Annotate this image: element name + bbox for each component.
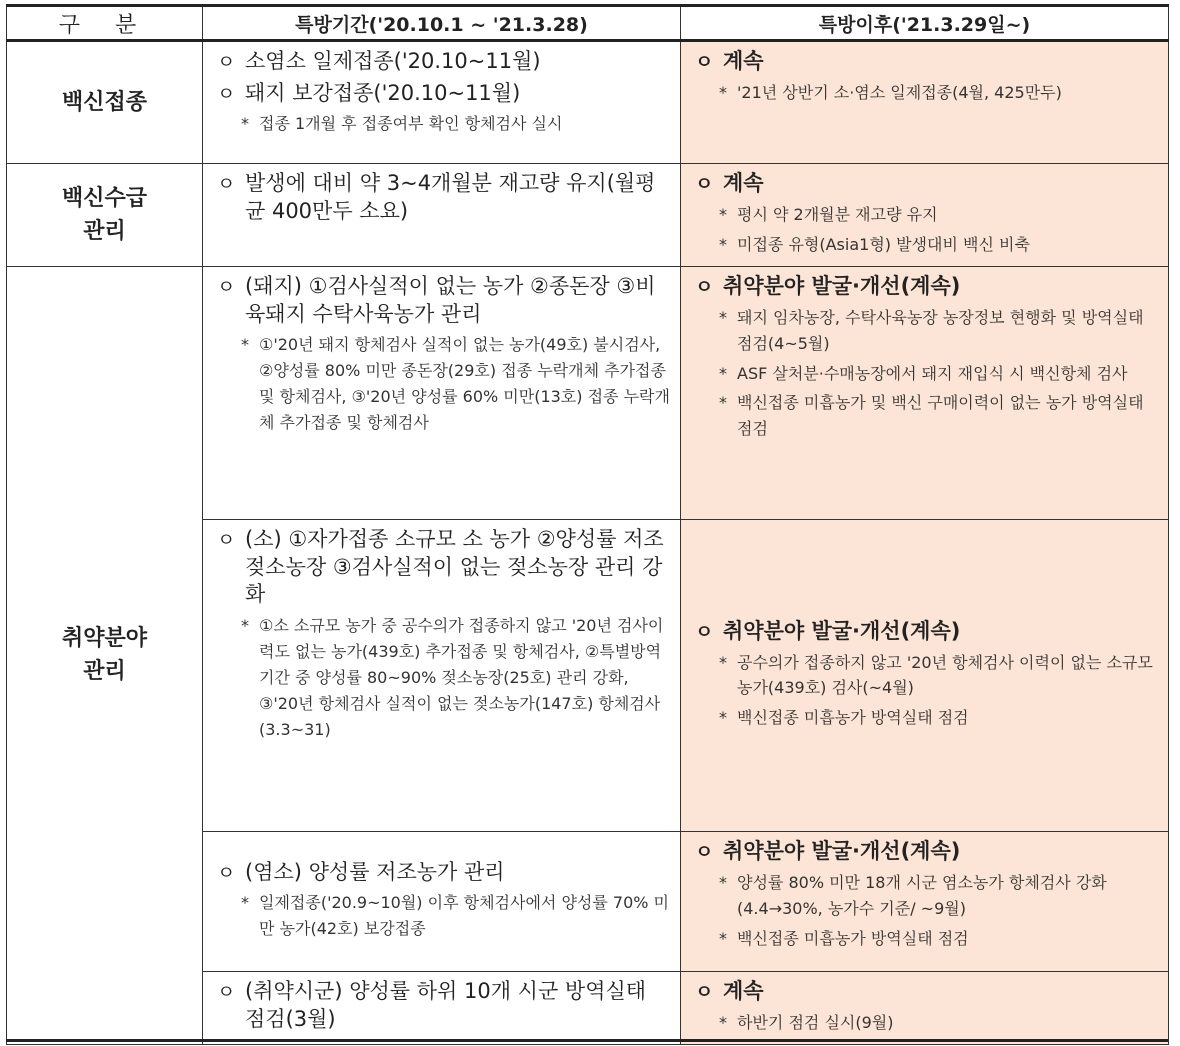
note-marker: *: [719, 393, 727, 413]
during-cell: [203, 164, 681, 267]
bullet-text: 취약분야 발굴·개선(계속): [723, 839, 961, 863]
note-text: 백신접종 미흡농가 방역실태 점검: [737, 708, 969, 728]
category-label: 관리: [83, 218, 126, 244]
bullet-text: 취약분야 발굴·개선(계속): [723, 274, 961, 298]
bullet-item: [217, 273, 670, 328]
bullet-text: 취약분야 발굴·개선(계속): [723, 618, 961, 643]
note-item: [217, 613, 670, 743]
bullet-text: 계속: [723, 49, 764, 73]
note-marker: *: [719, 307, 727, 327]
after-cell: [681, 972, 1169, 1045]
bullet-item: [695, 273, 1154, 301]
note-text: ①소 소규모 농가 중 공수의가 접종하지 않고 '20년 검사이력도 없는 농가(439호) 추가접종 및 항체검사, ②특별방역기간 중 양성률 80~90% 젖소농장(25호) 관리 강화, ③'20년 항체검사 실적이 없는 젖소농가(147호) 항체검사(3.3~31): [259, 616, 664, 739]
category-cell: [7, 267, 203, 1045]
bullet-item: [695, 978, 1154, 1006]
note-item: [695, 870, 1154, 922]
bullet-marker: ㅇ: [695, 276, 714, 298]
bullet-text: (소) ①자가접종 소규모 소 농가 ②양성률 저조 젖소농장 ③검사실적이 없는 젖소농장 관리 강화: [245, 527, 664, 607]
bullet-text: (염소) 양성률 저조농가 관리: [245, 859, 505, 884]
note-item: [695, 202, 1154, 228]
bullet-text: 계속: [723, 979, 764, 1003]
bullet-item: [217, 526, 670, 609]
bullet-marker: ㅇ: [217, 276, 236, 298]
note-text: 백신접종 미흡농가 및 백신 구매이력이 없는 농가 방역실태 점검: [737, 393, 1144, 439]
bullet-marker: ㅇ: [217, 82, 236, 105]
bullet-item: [217, 859, 670, 887]
bullet-marker: ㅇ: [695, 841, 714, 863]
table-row: [7, 41, 1169, 164]
after-cell: [681, 164, 1169, 267]
note-marker: *: [719, 234, 727, 254]
note-text: '21년 상반기 소·염소 일제접종(4월, 425만두): [737, 82, 1062, 102]
bullet-text: (돼지) ①검사실적이 없는 농가 ②종돈장 ③비육돼지 수탁사육농가 관리: [245, 274, 656, 326]
note-text: ASF 살처분·수매농장에서 돼지 재입식 시 백신항체 검사: [737, 363, 1128, 383]
note-item: [695, 926, 1154, 952]
bullet-text: 소염소 일제접종('20.10~11월): [245, 49, 541, 73]
bullet-text: (취약시군) 양성률 하위 10개 시군 방역실태 점검(3월): [245, 979, 647, 1031]
during-cell: [203, 520, 681, 832]
bullet-marker: ㅇ: [217, 861, 236, 884]
note-text: ①'20년 돼지 항체검사 실적이 없는 농가(49호) 불시검사, ②양성률 80% 미만 종돈장(29호) 접종 누락개체 추가접종 및 항체검사, ③'20년 양성률 60% 미만(13호) 접종 누락개체 추가접종 및 항체검사: [259, 335, 670, 433]
note-item: [217, 890, 670, 942]
bullet-marker: ㅇ: [217, 529, 236, 551]
table-row: [7, 267, 1169, 520]
note-marker: *: [241, 893, 249, 913]
bullet-marker: ㅇ: [695, 620, 714, 643]
note-item: [695, 390, 1154, 442]
note-text: 평시 약 2개월분 재고량 유지: [737, 204, 938, 224]
note-text: 돼지 임차농장, 수탁사육농장 농장정보 현행화 및 방역실태 점검(4~5월): [737, 307, 1144, 353]
note-item: [695, 361, 1154, 387]
bullet-marker: ㅇ: [695, 51, 714, 73]
bullet-text: 돼지 보강접종('20.10~11월): [245, 80, 521, 105]
note-text: 하반기 점검 실시(9월): [737, 1012, 894, 1032]
note-marker: *: [719, 82, 727, 102]
bullet-item: [695, 48, 1154, 76]
bullet-item: [217, 170, 670, 225]
note-marker: *: [719, 652, 727, 672]
table-row: [7, 164, 1169, 267]
during-cell: [203, 41, 681, 164]
note-text: 일제접종('20.9~10월) 이후 항체검사에서 양성률 70% 미만 농가(42호) 보강접종: [259, 893, 670, 939]
table-bottom-rule: [6, 1039, 1168, 1042]
category-label: 취약분야: [61, 625, 147, 652]
note-marker: *: [719, 708, 727, 728]
note-marker: *: [719, 363, 727, 383]
note-text: 접종 1개월 후 접종여부 확인 항체검사 실시: [259, 114, 563, 134]
header-category: 구 분: [7, 6, 203, 41]
after-cell: [681, 832, 1169, 972]
bullet-marker: ㅇ: [695, 173, 714, 195]
category-cell: [7, 164, 203, 267]
note-text: 양성률 80% 미만 18개 시군 염소농가 항체검사 강화(4.4→30%, 농가수 기준/ ~9월): [737, 872, 1107, 918]
note-marker: *: [719, 928, 727, 948]
header-during-special-period: 특방기간('20.10.1 ~ '21.3.28): [203, 6, 681, 41]
during-cell: [203, 832, 681, 972]
note-text: 공수의가 접종하지 않고 '20년 항체검사 이력이 없는 소규모 농가(439호) 검사(~4월): [737, 652, 1153, 698]
bullet-item: [217, 978, 670, 1033]
bullet-marker: ㅇ: [217, 981, 236, 1003]
bullet-marker: ㅇ: [217, 173, 236, 195]
bullet-item: [695, 838, 1154, 866]
header-after-special-period: 특방이후('21.3.29일~): [681, 6, 1169, 41]
note-text: 백신접종 미흡농가 방역실태 점검: [737, 928, 969, 948]
bullet-text: 발생에 대비 약 3~4개월분 재고량 유지(월평균 400만두 소요): [245, 171, 656, 223]
category-cell: [7, 41, 203, 164]
note-item: [695, 705, 1154, 731]
bullet-item: [695, 618, 1154, 646]
note-marker: *: [719, 204, 727, 224]
bullet-marker: ㅇ: [695, 981, 714, 1003]
bullet-item: [217, 80, 670, 108]
bullet-text: 계속: [723, 171, 764, 195]
note-item: [217, 111, 670, 137]
note-item: [695, 232, 1154, 258]
note-item: [695, 1010, 1154, 1036]
category-label: 백신수급: [61, 185, 147, 211]
note-marker: *: [241, 616, 249, 636]
note-item: [695, 650, 1154, 702]
note-text: 미접종 유형(Asia1형) 발생대비 백신 비축: [737, 234, 1030, 254]
during-cell: [203, 972, 681, 1045]
policy-comparison-table: [6, 4, 1169, 1045]
category-label: 백신접종: [61, 89, 147, 115]
note-marker: *: [241, 335, 249, 355]
after-cell: [681, 520, 1169, 832]
after-cell: [681, 267, 1169, 520]
note-marker: *: [719, 1012, 727, 1032]
during-cell: [203, 267, 681, 520]
category-label: 관리: [83, 658, 126, 685]
note-marker: *: [241, 114, 249, 134]
bullet-item: [695, 170, 1154, 198]
bullet-item: [217, 48, 670, 76]
note-item: [695, 305, 1154, 357]
bullet-marker: ㅇ: [217, 51, 236, 73]
note-item: [695, 80, 1154, 106]
note-marker: *: [719, 872, 727, 892]
note-item: [217, 332, 670, 436]
after-cell: [681, 41, 1169, 164]
